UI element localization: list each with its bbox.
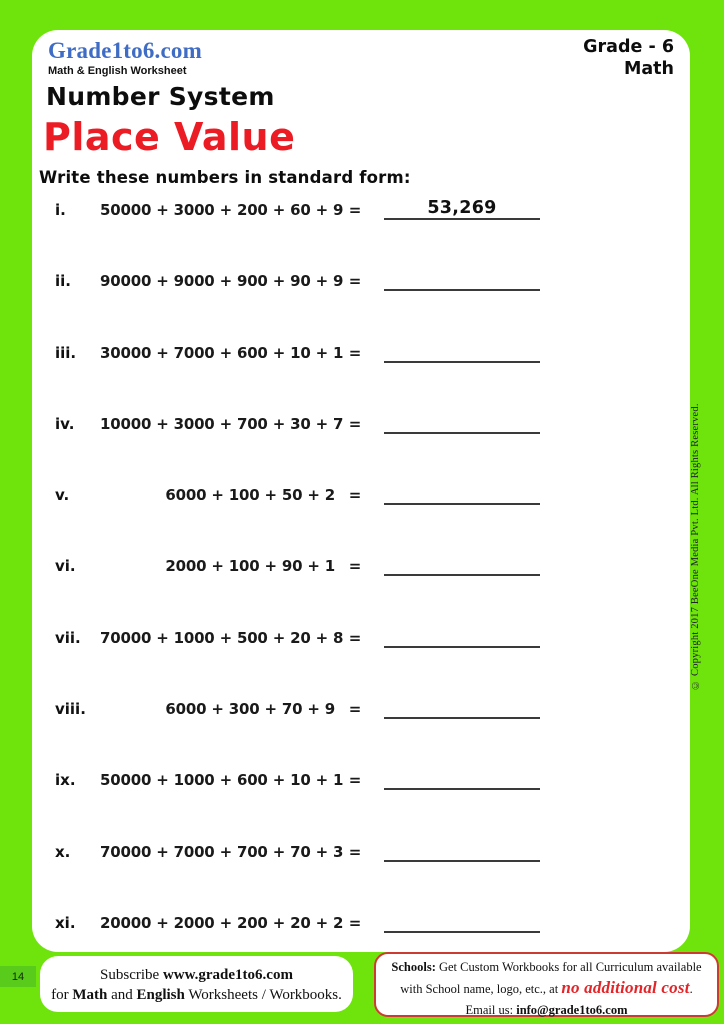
site-logo [48,38,202,77]
problem-expression: 2000 + 100 + 90 + 1 [165,557,335,576]
problem-row [32,770,690,841]
english-emphasis: English [136,987,185,1004]
equals-sign: = [348,842,362,861]
problem-row [32,699,690,770]
problem-numeral: v. [55,486,70,505]
schools-line2 [376,976,717,1001]
no-cost-emphasis: no additional cost [561,978,690,998]
problem-row [32,200,690,271]
equals-sign: = [348,272,362,291]
answer-line[interactable] [384,913,540,933]
problem-expression: 30000 + 7000 + 600 + 10 + 1 [100,343,344,362]
instruction-text: Write these numbers in standard form: [39,168,411,187]
answer-line[interactable] [384,485,540,505]
schools-box [374,952,719,1017]
answer-line[interactable] [384,842,540,862]
problem-expression: 70000 + 1000 + 500 + 20 + 8 [100,628,344,647]
subscribe-text2: for [51,987,73,1004]
subscribe-line2 [40,985,353,1005]
grade-info [583,36,674,80]
equals-sign: = [348,700,362,719]
page-number-badge: 14 [0,966,36,987]
equals-sign: = [348,913,362,932]
page-title: Place Value [43,115,296,159]
problems-list [32,200,690,984]
problem-numeral: iii. [55,343,77,362]
problem-row [32,556,690,627]
answer-text: 53,269 [427,198,497,218]
answer-line[interactable] [384,200,540,220]
problem-expression: 20000 + 2000 + 200 + 20 + 2 [100,913,344,932]
schools-line1 [376,958,717,976]
schools-text2: with School name, logo, etc., at [400,982,562,997]
problem-numeral: x. [55,842,71,861]
logo-subtitle: Math & English Worksheet [48,65,187,77]
problem-expression: 50000 + 1000 + 600 + 10 + 1 [100,771,344,790]
worksheet-page [32,30,690,952]
website-link[interactable]: www.grade1to6.com [162,967,293,983]
subscribe-text4: Worksheets / Workbooks. [184,987,342,1004]
problem-row [32,414,690,485]
equals-sign: = [348,628,362,647]
copyright-text: © Copyright 2017 BeeOne Media Pvt. Ltd. All Rights Reserved. [690,403,701,690]
problem-numeral: i. [55,201,66,219]
subscribe-box [40,956,353,1012]
schools-line3 [376,1001,717,1019]
equals-sign: = [348,486,362,505]
subscribe-text3: and [107,987,137,1004]
problem-row [32,842,690,913]
answer-line[interactable] [384,556,540,576]
answer-line[interactable] [384,343,540,363]
problem-row [32,485,690,556]
subscribe-line1 [40,965,353,985]
schools-text1: Get Custom Workbooks for all Curriculum available [435,960,702,974]
equals-sign: = [348,343,362,362]
problem-numeral: ix. [55,771,76,790]
answer-line[interactable] [384,770,540,790]
subject-label: Math [623,59,674,79]
problem-expression: 70000 + 7000 + 700 + 70 + 3 [100,842,344,861]
equals-sign: = [348,201,362,219]
email-label: Email us: [465,1002,517,1017]
problem-row [32,628,690,699]
logo-link[interactable]: Grade1to6.com [48,38,202,63]
problem-row [32,343,690,414]
problem-expression: 10000 + 3000 + 700 + 30 + 7 [100,414,344,433]
problem-numeral: xi. [55,913,76,932]
math-emphasis: Math [72,987,108,1004]
answer-line[interactable] [384,699,540,719]
schools-text3: . [689,982,693,997]
problem-row [32,271,690,342]
grade-label: Grade - 6 [583,37,674,57]
answer-line[interactable] [384,414,540,434]
problem-expression: 90000 + 9000 + 900 + 90 + 9 [100,272,344,291]
equals-sign: = [348,414,362,433]
answer-line[interactable] [384,628,540,648]
problem-numeral: vi. [55,557,76,576]
section-title: Number System [46,82,275,111]
problem-expression: 6000 + 100 + 50 + 2 [165,486,335,505]
problem-numeral: iv. [55,414,75,433]
schools-label: Schools: [391,960,436,974]
subscribe-text: Subscribe [100,967,163,983]
problem-numeral: viii. [55,700,86,719]
answer-line[interactable] [384,271,540,291]
email-link[interactable]: info@grade1to6.com [516,1002,628,1017]
problem-expression: 50000 + 3000 + 200 + 60 + 9 [100,201,344,219]
problem-numeral: vii. [55,628,81,647]
equals-sign: = [348,557,362,576]
equals-sign: = [348,771,362,790]
problem-numeral: ii. [55,272,71,291]
problem-expression: 6000 + 300 + 70 + 9 [165,700,335,719]
